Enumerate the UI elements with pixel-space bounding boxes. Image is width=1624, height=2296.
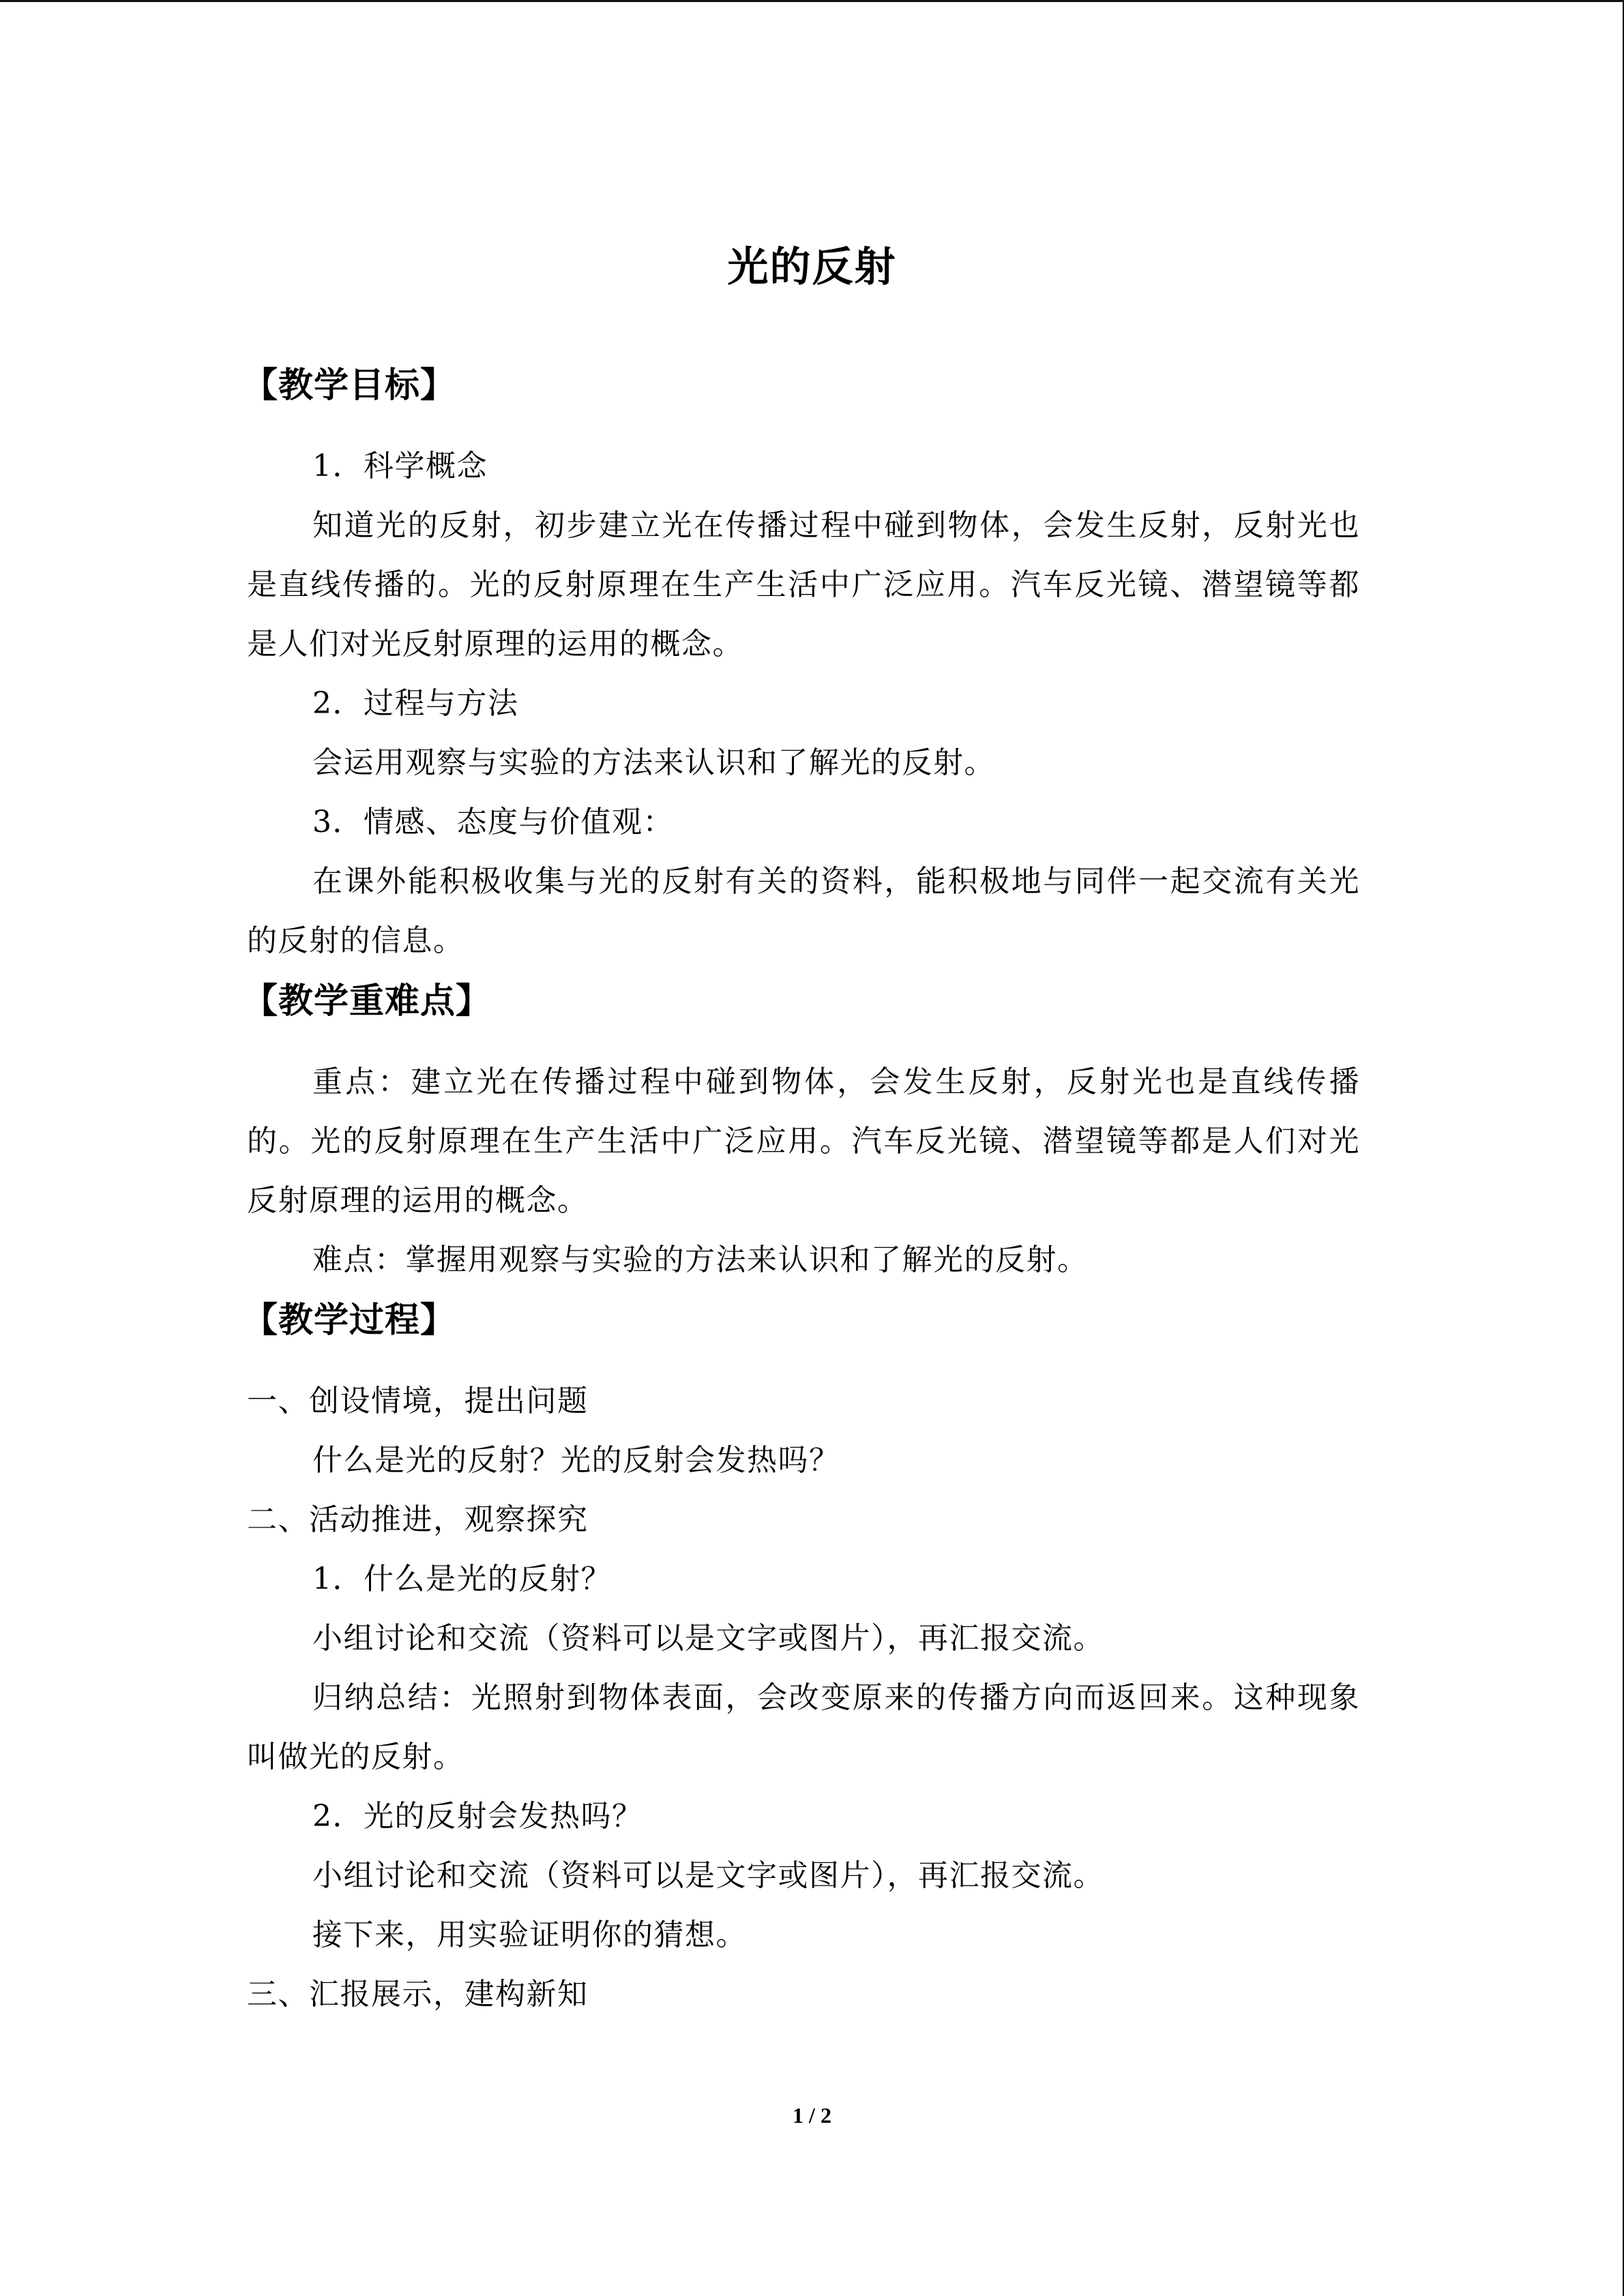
process-paragraph: 什么是光的反射？光的反射会发热吗？ <box>312 1443 840 1478</box>
process-paragraph: 接下来，用实验证明你的猜想。 <box>312 1918 747 1952</box>
objective-paragraph: 会运用观察与实验的方法来认识和了解光的反射。 <box>312 745 995 780</box>
section-heading-key-points: 【教学重难点】 <box>243 981 492 1022</box>
page-number: 1 / 2 <box>793 2103 831 2128</box>
process-subitem-title: 1．什么是光的反射？ <box>312 1562 612 1596</box>
process-paragraph: 归纳总结：光照射到物体表面，会改变原来的传播方向而返回来。这种现象叫做光的反射。 <box>247 1680 1360 1774</box>
process-paragraph: 小组讨论和交流（资料可以是文字或图片），再汇报交流。 <box>312 1858 1104 1893</box>
page-border-top <box>0 0 1624 2</box>
process-subitem-title: 2．光的反射会发热吗？ <box>312 1799 643 1834</box>
process-step-heading: 二、活动推进，观察探究 <box>247 1502 589 1537</box>
process-paragraph: 小组讨论和交流（资料可以是文字或图片），再汇报交流。 <box>312 1621 1104 1656</box>
process-step-heading: 三、汇报展示，建构新知 <box>247 1977 589 2012</box>
section-heading-objectives: 【教学目标】 <box>243 365 456 406</box>
section-key-points <box>243 970 1360 1289</box>
section-teaching-objectives <box>243 355 1360 970</box>
objective-item-title: 2．过程与方法 <box>312 686 519 721</box>
objective-item-title: 3．情感、态度与价值观： <box>312 805 674 839</box>
objective-paragraph: 在课外能积极收集与光的反射有关的资料，能积极地与同伴一起交流有关光的反射的信息。 <box>247 864 1360 958</box>
difficult-point-paragraph: 难点：掌握用观察与实验的方法来认识和了解光的反射。 <box>312 1242 1089 1277</box>
objective-item-title: 1．科学概念 <box>312 449 488 483</box>
document-title: 光的反射 <box>727 243 897 292</box>
section-heading-process: 【教学过程】 <box>243 1300 456 1341</box>
process-step-heading: 一、创设情境，提出问题 <box>247 1384 589 1418</box>
objective-paragraph: 知道光的反射，初步建立光在传播过程中碰到物体，会发生反射，反射光也是直线传播的。光的反射原理在生产生活中广泛应用。汽车反光镜、潜望镜等都是人们对光反射原理的运用的概念。 <box>247 508 1360 661</box>
key-point-paragraph: 重点：建立光在传播过程中碰到物体，会发生反射，反射光也是直线传播的。光的反射原理在生产生活中广泛应用。汽车反光镜、潜望镜等都是人们对光反射原理的运用的概念。 <box>247 1064 1360 1218</box>
section-teaching-process <box>243 1289 1360 2024</box>
document-body <box>243 355 1360 2024</box>
